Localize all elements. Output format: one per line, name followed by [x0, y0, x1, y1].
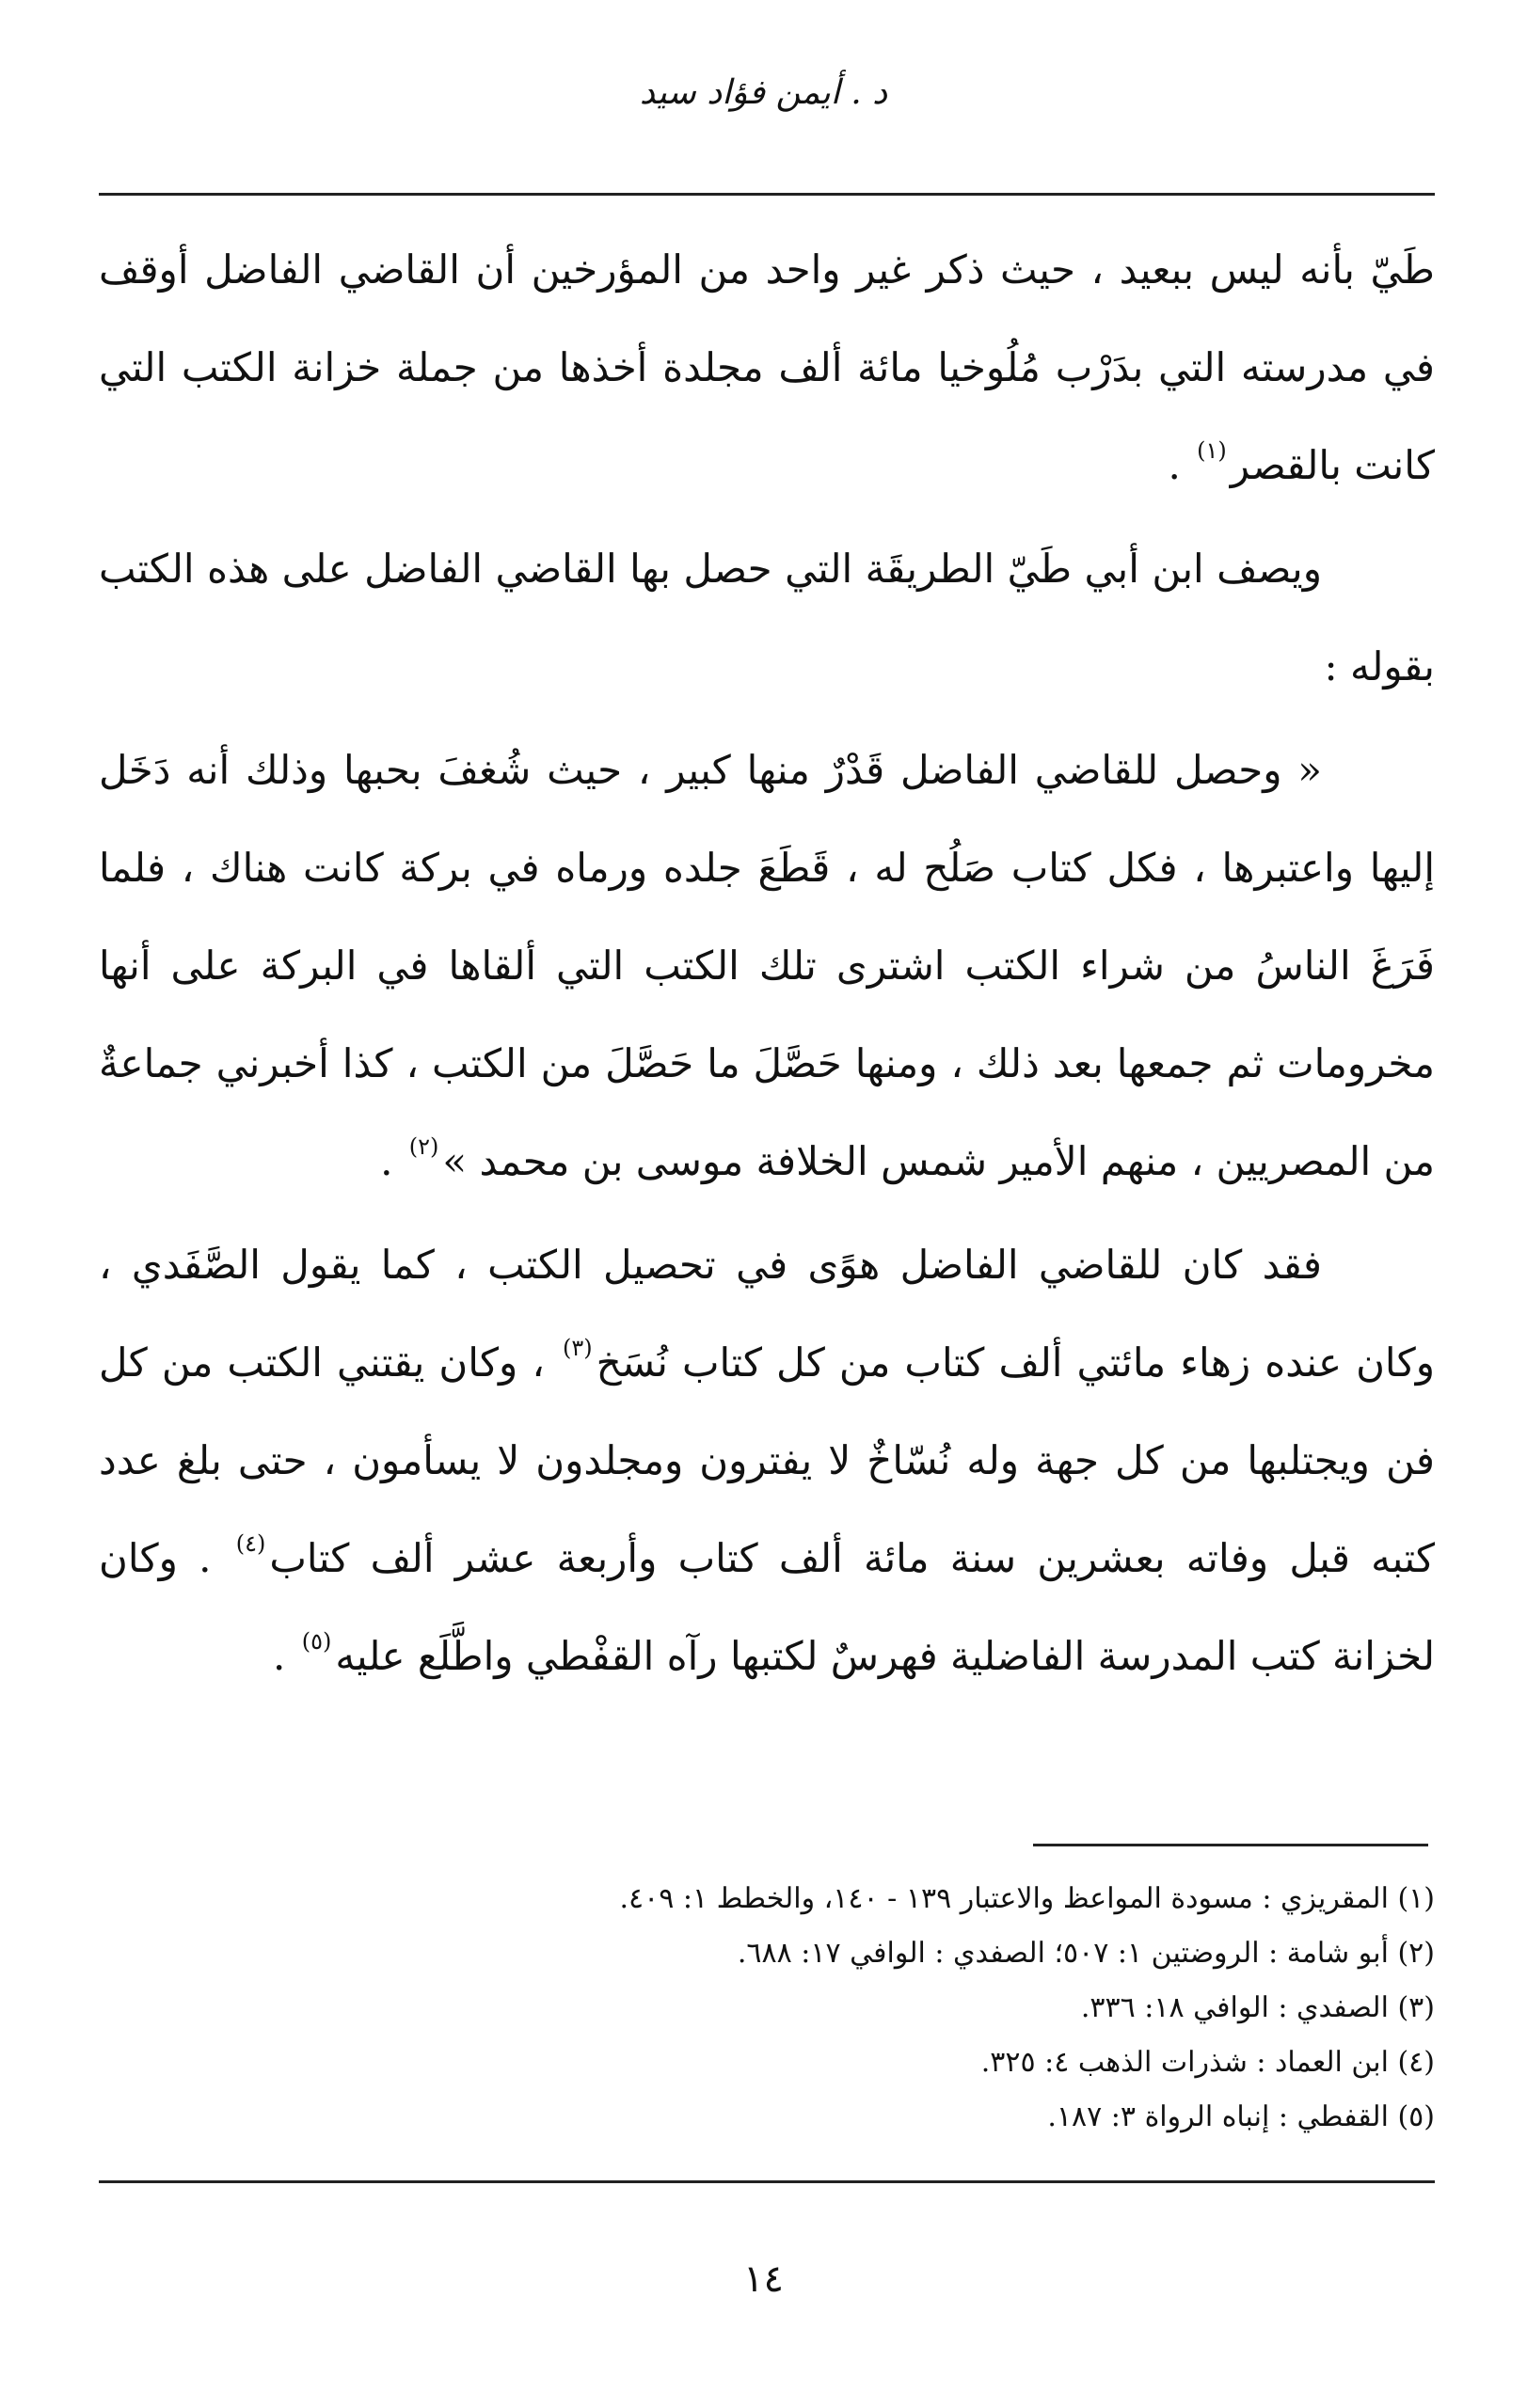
footnote-separator	[1033, 1844, 1428, 1846]
footnote-ref-2[interactable]: (٢)	[408, 1133, 439, 1160]
paragraph-4-text: فقد كان للقاضي الفاضل هوًى في تحصيل الكتب ، كما يقول الصَّفَدي ، وكان عنده زهاء مائتي ألف كتاب من كل كتاب نُسَخ	[99, 1242, 1436, 1386]
footnotes	[99, 1872, 1435, 2145]
footnote-ref-4[interactable]: (٤)	[235, 1530, 266, 1557]
footnote-ref-3[interactable]: (٣)	[562, 1335, 593, 1361]
paragraph-1-text: طَيّ بأنه ليس ببعيد ، حيث ذكر غير واحد من المؤرخين أن القاضي الفاضل أوقف في مدرسته التي بدَرْب مُلُوخيا مائة ألف مجلدة أخذها من جملة خزانة الكتب التي كانت بالقصر	[99, 246, 1435, 488]
paragraph-2	[99, 520, 1435, 716]
paragraph-1-tail: .	[1168, 442, 1194, 488]
paragraph-3-text: « وحصل للقاضي الفاضل قَدْرٌ منها كبير ، حيث شُغفَ بحبها وذلك أنه دَخَل إليها واعتبرها ، فكل كتاب صَلُح له ، قَطَعَ جلده ورماه في بركة كانت هناك ، فلما فَرَغَ الناسُ من شراء الكتب اشترى تلك الكتب التي ألقاها في البركة على أنها مخرومات ثم جمعها بعد ذلك ، ومنها حَصَّلَ ما حَصَّلَ من الكتب ، كذا أخبرني جماعةٌ من المصريين ، منهم الأمير شمس الخلافة موسى بن محمد »	[99, 747, 1436, 1184]
page-number: ١٤	[743, 2258, 784, 2301]
footnote-2: (٢) أبو شامة : الروضتين ١: ٥٠٧؛ الصفدي : الوافي ١٧: ٦٨٨.	[737, 1937, 1435, 1970]
footnote-ref-1[interactable]: (١)	[1197, 437, 1227, 464]
paragraph-4	[99, 1216, 1435, 1705]
footnote-5: (٥) القفطي : إنباه الرواة ٣: ١٨٧.	[1047, 2100, 1435, 2133]
paragraph-3-quote	[99, 721, 1435, 1211]
paragraph-3-tail: .	[380, 1138, 406, 1184]
footnote-3: (٣) الصفدي : الوافي ١٨: ٣٣٦.	[1080, 1991, 1435, 2024]
footnote-1: (١) المقريزي : مسودة المواعظ والاعتبار ١٣٩ - ١٤٠، والخطط ١: ٤٠٩.	[619, 1882, 1435, 1915]
paragraph-4-tail: ، وكان يقتني الكتب من كل فن ويجتلبها من كل جهة وله نُسّاخٌ لا يفترون ومجلدون لا يسأمون ، حتى بلغ عدد كتبه قبل وفاته بعشرين سنة مائة ألف كتاب وأربعة عشر ألف كتاب	[99, 1339, 1435, 1581]
footnote-4: (٤) ابن العماد : شذرات الذهب ٤: ٣٢٥.	[980, 2046, 1435, 2079]
header-rule	[99, 193, 1435, 196]
footer-rule	[99, 2180, 1435, 2183]
paragraph-4-tail2: . وكان لخزانة كتب المدرسة الفاضلية فهرسٌ لكتبها رآه القفْطي واطَّلَع عليه	[99, 1535, 1435, 1679]
paragraph-4-tail3: .	[273, 1633, 298, 1679]
footnote-ref-5[interactable]: (٥)	[301, 1628, 332, 1655]
paragraph-1	[99, 221, 1435, 515]
paragraph-2-text: ويصف ابن أبي طَيّ الطريقَة التي حصل بها القاضي الفاضل على هذه الكتب بقوله :	[99, 546, 1435, 689]
body-text	[99, 221, 1435, 1705]
running-head: د . أيمن فؤاد سيد	[639, 73, 888, 112]
